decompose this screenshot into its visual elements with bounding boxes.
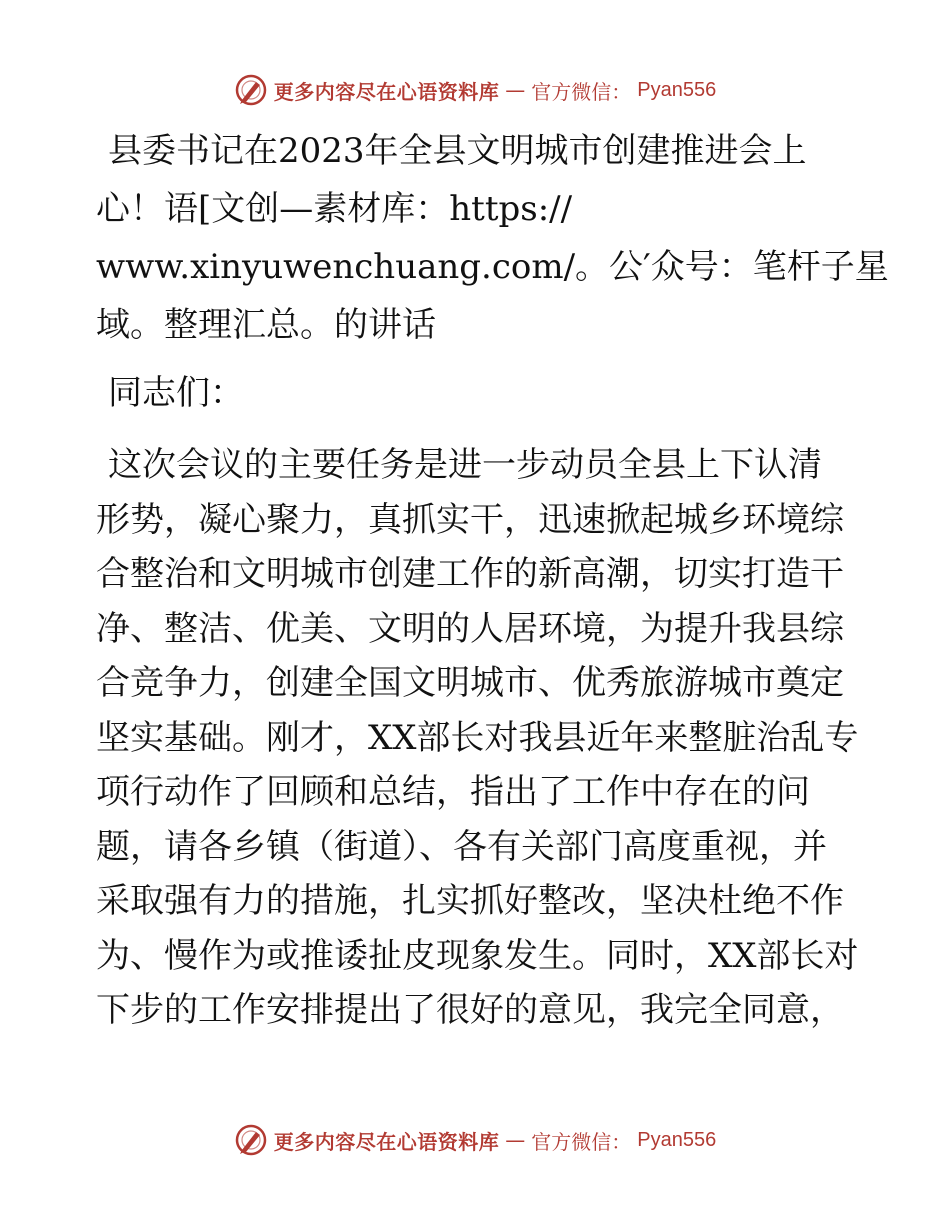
body-line: 合竞争力，创建全国文明城市、优秀旅游城市奠定 [96, 663, 844, 703]
body-line: 坚实基础。刚才，XX部长对我县近年来整脏治乱专 [96, 717, 859, 758]
body-line: 项行动作了回顾和总结，指出了工作中存在的问 [96, 772, 810, 812]
body-line: 这次会议的主要任务是进一步动员全县上下认清 [108, 445, 822, 485]
body-line: 为、慢作为或推诿扯皮现象发生。同时，XX部长对 [96, 935, 859, 976]
body-line: 形势，凝心聚力，真抓实干，迅速掀起城乡环境综 [96, 499, 844, 540]
salutation: 同志们： [108, 373, 244, 413]
document-page [96, 122, 889, 1038]
banner-wechat-id: Pyan556 [637, 78, 717, 101]
banner-wechat-id: Pyan556 [637, 1128, 717, 1151]
bottom-watermark-banner [0, 1120, 950, 1160]
banner-sub-text: 官方微信： [531, 1129, 632, 1154]
body-line: 下步的工作安排提出了很好的意见，我完全同意， [96, 990, 844, 1030]
document-title [96, 122, 889, 354]
banner-dash: — [505, 1128, 526, 1152]
banner-main-text: 更多内容尽在心语资料库 [273, 1129, 500, 1154]
pen-nib-logo-icon [234, 1123, 268, 1157]
top-watermark-banner [0, 70, 950, 110]
body-line: 净、整洁、优美、文明的人居环境，为提升我县综 [96, 608, 844, 649]
banner-sub-text: 官方微信： [531, 79, 632, 104]
title-line: 县委书记在2023年全县文明城市创建推进会上 [108, 131, 807, 171]
body-line: 采取强有力的措施，扎实抓好整改，坚决杜绝不作 [96, 881, 844, 921]
pen-nib-logo-icon [234, 73, 268, 107]
banner-main-text: 更多内容尽在心语资料库 [273, 79, 500, 104]
body-line: 合整治和文明城市创建工作的新高潮，切实打造干 [96, 554, 844, 594]
banner-dash: — [505, 78, 526, 102]
body-line: 题，请各乡镇（街道）、各有关部门高度重视，并 [96, 826, 827, 867]
title-line: 心！语[文创—素材库：https:// [96, 189, 573, 229]
body-paragraph [96, 438, 866, 1038]
title-line: 域。整理汇总。的讲话 [96, 305, 436, 345]
title-line: www.xinyuwenchuang.com/。公′众号：笔杆子星 [96, 247, 889, 287]
